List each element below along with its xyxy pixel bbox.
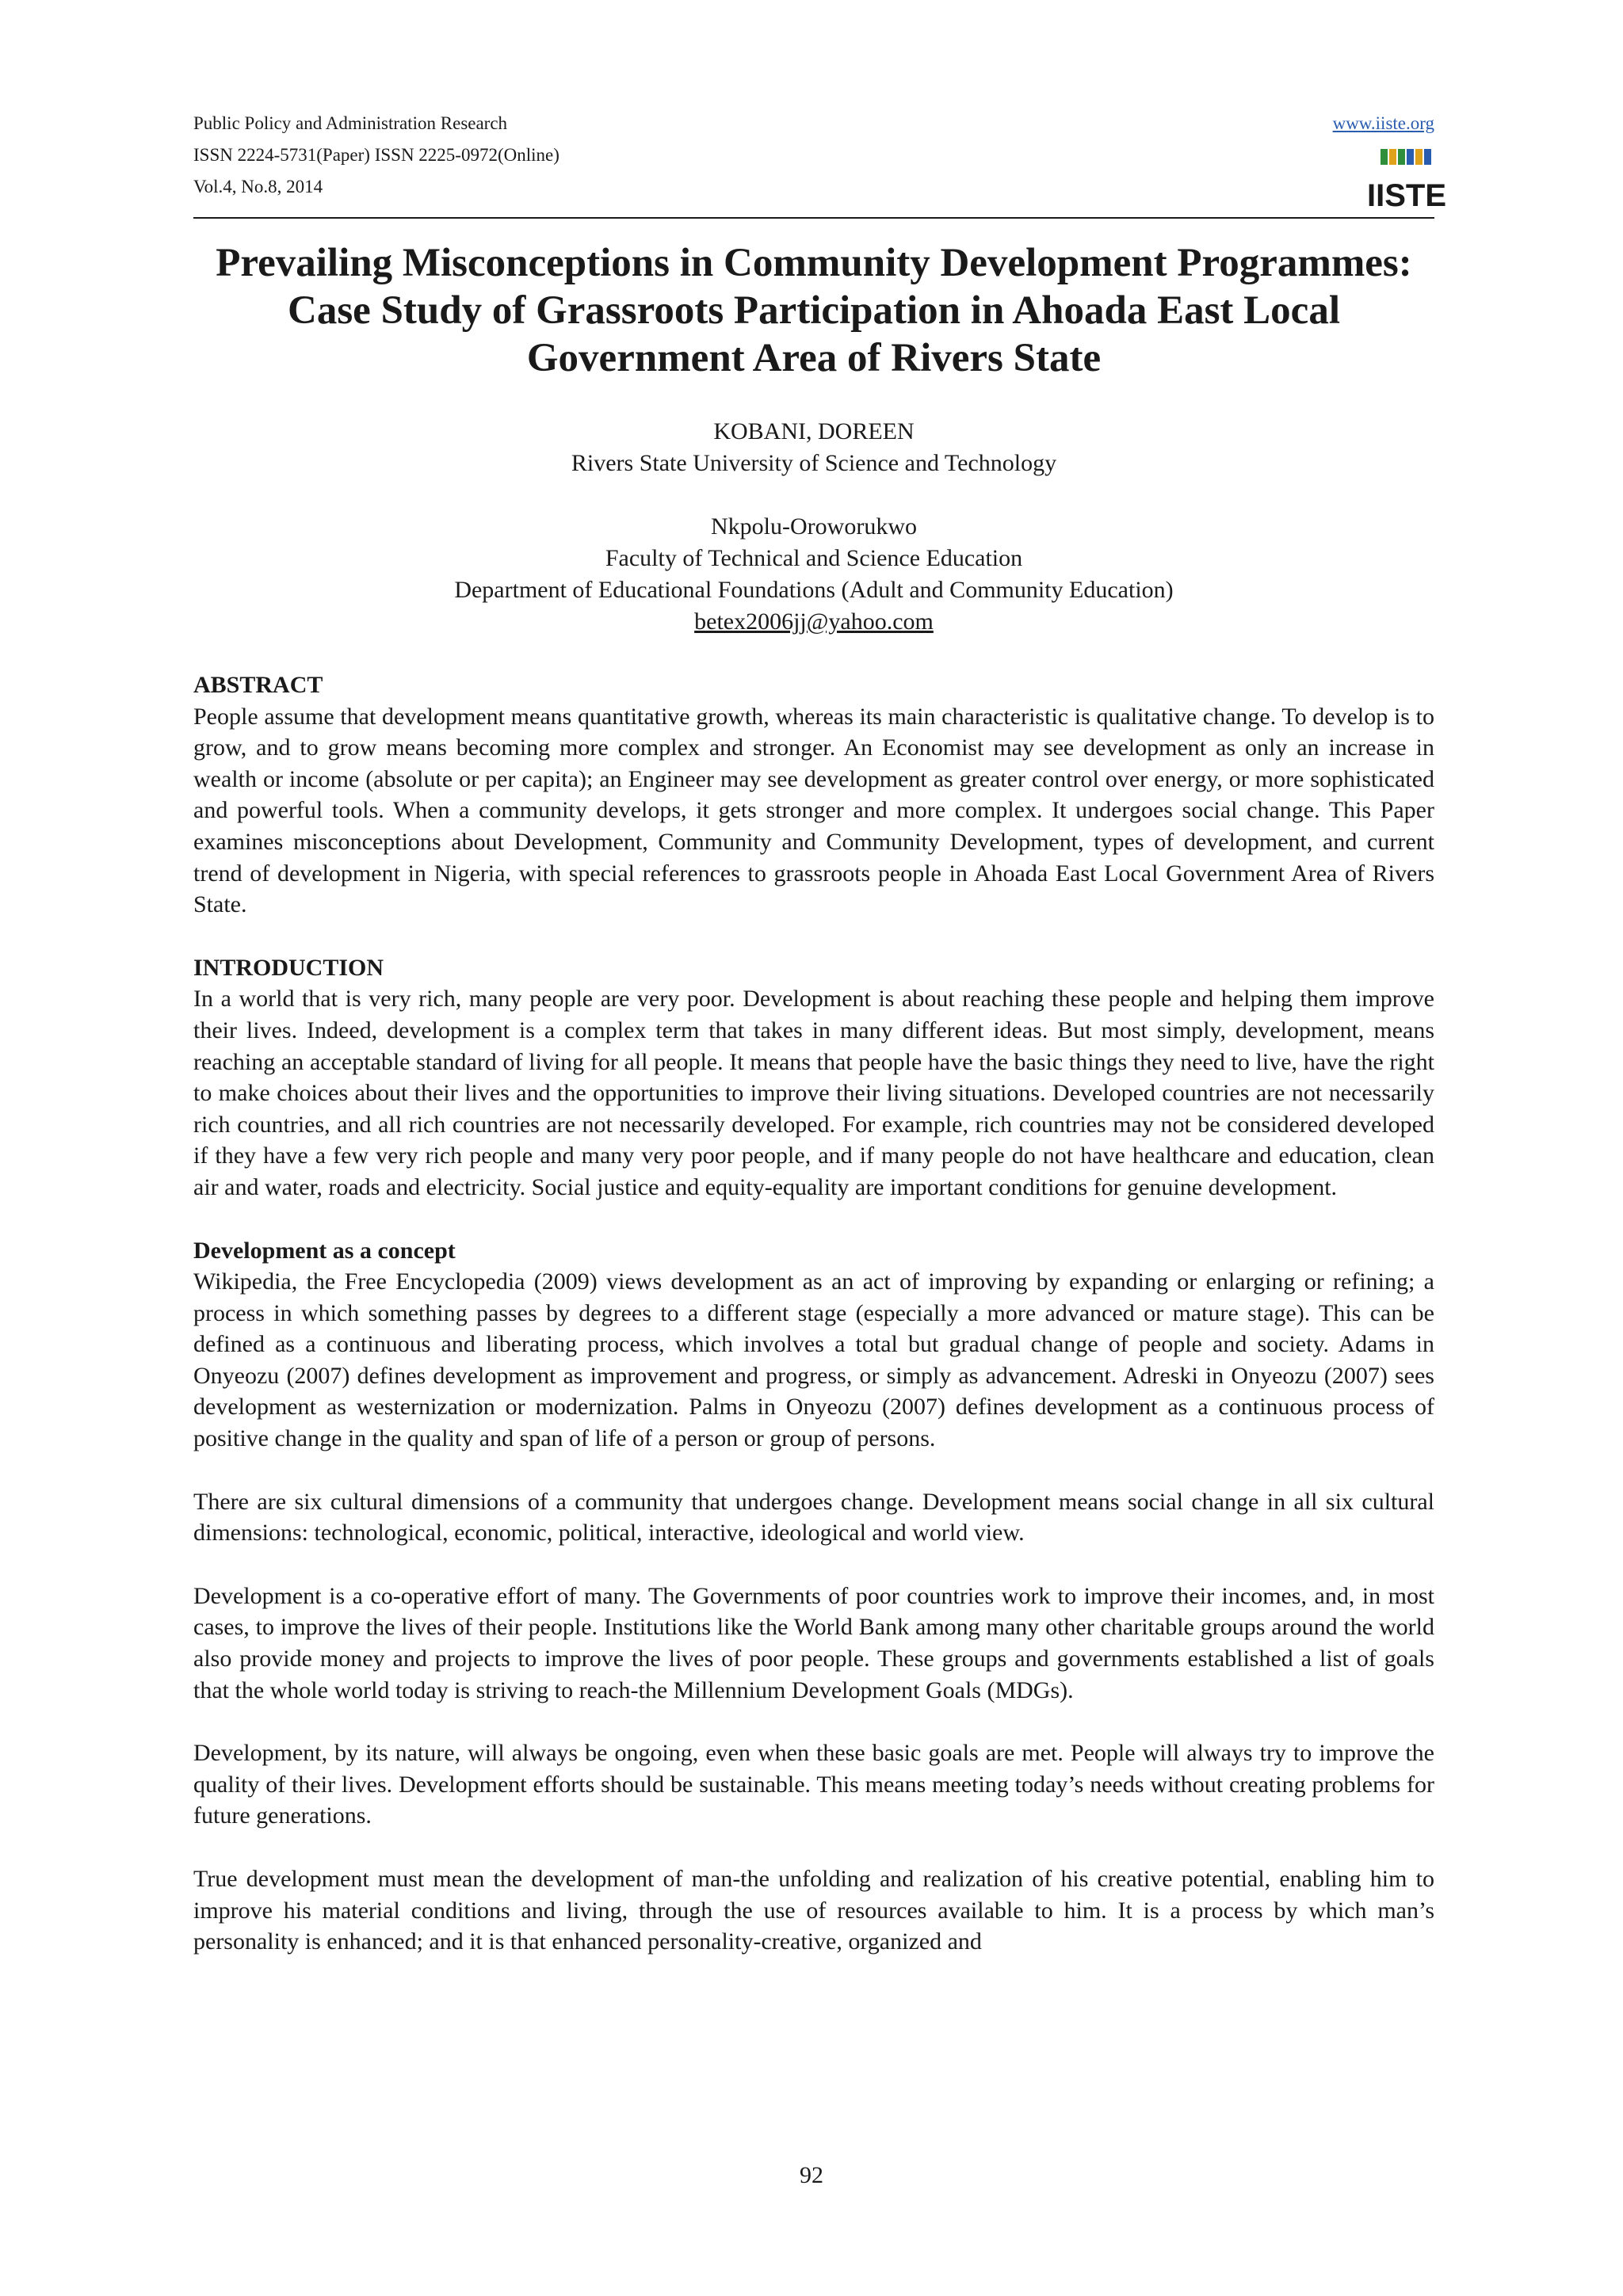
author-affiliation-1: Rivers State University of Science and Technology	[571, 450, 1057, 476]
introduction-heading: INTRODUCTION	[193, 954, 384, 981]
page-number: 92	[800, 2162, 823, 2188]
concept-paragraph: True development must mean the development of man-the unfolding and realization of his creative potential, enabling him to improve his material conditions and living, through the use of resources available to him. It is a process by which man’s personality is enhanced; and it is that enhanced personality-creative, organized and	[193, 1866, 1434, 1955]
paper-title: Prevailing Misconceptions in Community Development Programmes: Case Study of Grassroots Participation in Ahoada East Local Government Area of Rivers State	[216, 241, 1412, 380]
author-block	[193, 416, 1434, 638]
journal-header	[193, 109, 1447, 219]
concept-paragraph: Development, by its nature, will always be ongoing, even when these basic goals are met. People will always try to improve the quality of their lives. Development efforts should be sustainable. This means meeting today’s needs without creating problems for future generations.	[193, 1740, 1434, 1829]
journal-volume: Vol.4, No.8, 2014	[193, 177, 323, 196]
concept-paragraph: Wikipedia, the Free Encyclopedia (2009) views development as an act of improving by expanding or enlarging or refining; a process in which something passes by degrees to a different stage (especially a more advanced or mature stage). This can be defined as a continuous and liberating process, which involves a total but gradual change of people and society. Adams in Onyeozu (2007) defines development as improvement and progress, or simply as advancement. Adreski in Onyeozu (2007) sees development as westernization or modernization. Palms in Onyeozu (2007) defines development as a continuous process of positive change in the quality and span of life of a person or group of persons.	[193, 1268, 1434, 1452]
author-email-link[interactable]: betex2006jj@yahoo.com	[694, 608, 934, 635]
author-name-2: Nkpolu-Oroworukwo	[711, 513, 917, 540]
author-department-2: Department of Educational Foundations (Adult and Community Education)	[454, 577, 1174, 603]
concept-heading: Development as a concept	[193, 1237, 456, 1264]
introduction-text: In a world that is very rich, many people are very poor. Development is about reaching these people and helping them improve their lives. Indeed, development is a complex term that takes in many different ideas. But most simply, development, means reaching an acceptable standard of living for all people. It means that people have the basic things they need to live, have the right to make choices about their lives and the opportunities to improve their living situations. Developed countries are not necessarily rich countries, and all rich countries are not necessarily developed. For example, rich countries may not be considered developed if they have a few very rich people and many very poor people, and if many people do not have healthcare and education, clean air and water, roads and electricity. Social justice and equity-equality are important conditions for genuine development.	[193, 986, 1434, 1200]
concept-paragraph: There are six cultural dimensions of a community that undergoes change. Development means social change in all six cultural dimensions: technological, economic, political, interactive, ideological and world view.	[193, 1488, 1434, 1547]
journal-issn: ISSN 2224-5731(Paper) ISSN 2225-0972(Online)	[193, 145, 559, 165]
paper-body	[193, 669, 1434, 1958]
abstract-text: People assume that development means quantitative growth, whereas its main characteristic is qualitative change. To develop is to grow, and to grow means becoming more complex and stronger. An Economist may see development as only an increase in wealth or income (absolute or per capita); an Engineer may see development as greater control over energy, or more sophisticated and powerful tools. When a community develops, it gets stronger and more complex. It undergoes social change. This Paper examines misconceptions about Development, Community and Community Development, types of development, and current trend of development in Nigeria, with special references to grassroots people in Ahoada East Local Government Area of Rivers State.	[193, 703, 1434, 918]
author-name-1: KOBANI, DOREEN	[713, 418, 915, 444]
abstract-heading: ABSTRACT	[193, 672, 323, 698]
concept-paragraph: Development is a co-operative effort of many. The Governments of poor countries work to improve their incomes, and, in most cases, to improve the lives of their people. Institutions like the World Bank among many other charitable groups around the world also provide money and projects to improve the lives of poor people. These groups and governments established a list of goals that the whole world today is striving to reach-the Millennium Development Goals (MDGs).	[193, 1582, 1434, 1703]
logo-text: IISTE	[1366, 178, 1447, 213]
iiste-logo	[1366, 147, 1447, 213]
author-faculty-2: Faculty of Technical and Science Education	[605, 545, 1023, 571]
journal-url-link[interactable]: www.iiste.org	[1332, 113, 1434, 133]
journal-name: Public Policy and Administration Research	[193, 113, 508, 133]
